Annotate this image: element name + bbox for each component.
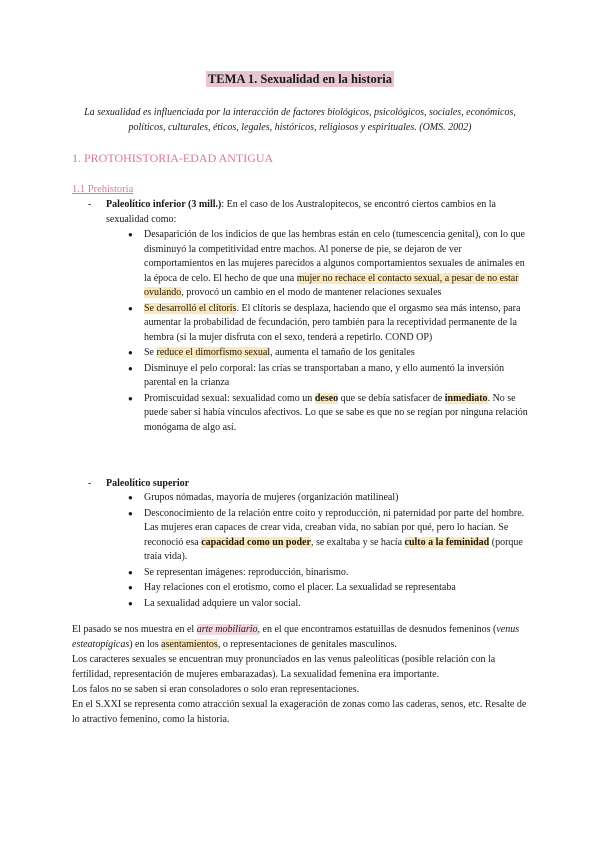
document-title: TEMA 1. Sexualidad en la historia: [207, 72, 393, 86]
paleolitico-inferior-label: Paleolítico inferior (3 mill.): [106, 199, 222, 210]
paleolitico-inferior-item: - Paleolítico inferior (3 mill.): En el caso de los Australopitecos, se encontró ciertos cambios en la sexualidad como:: [88, 199, 496, 225]
paragraph: Los falos no se saben si eran consoladores o solo eran representaciones.: [72, 684, 360, 695]
paleolitico-superior-item: [88, 477, 528, 492]
list-item: ● Desaparición de los indicios de que las hembras están en celo (tumescencia genital), con lo que disminuyó la competitividad entre machos. Al ponerse de pie, se dejaron de ver comportamientos en las mujeres parecidos a algunos comportamientos sexuales de animales en la época de celo. El hecho de que una mujer no rechace el contacto sexual, a pesar de no estar ovulando, provocó un cambio en el modo de mantener relaciones sexuales: [128, 228, 528, 301]
who-quote: La sexualidad es influenciada por la interacción de factores biológicos, psicológicos, sociales, económicos, políticos, culturales, éticos, legales, históricos, religiosos y espirituales. (OMS. 2002): [84, 107, 516, 133]
dash-marker: -: [88, 478, 92, 489]
section-heading: 1. PROTOHISTORIA-EDAD ANTIGUA: [72, 151, 274, 165]
superior-bullet-list: [128, 491, 528, 612]
subsection-heading: 1.1 Prehistoria: [72, 184, 134, 195]
paragraph: En el S.XXI se representa como atracción sexual la exageración de zonas como las caderas, senos, etc. Resalte de lo atractivo femenino, como la historia.: [72, 699, 527, 725]
list-item: ● Promiscuidad sexual: sexualidad como un deseo que se debía satisfacer de inmediato. No se puede saber si había vínculos afectivos. Lo que se sabe es que no se regían por ninguna relación monógama de algo así.: [128, 392, 528, 436]
paleolitico-superior-label: Paleolítico superior: [106, 478, 190, 489]
list-item: ● Se representan imágenes: reproducción, binarismo.: [128, 566, 528, 581]
list-item: ● Se reduce el dimorfismo sexual, aumenta el tamaño de los genitales: [128, 346, 528, 361]
list-item: ● La sexualidad adquiere un valor social.: [128, 597, 528, 612]
paragraph: El pasado se nos muestra en el arte mobiliario, en el que encontramos estatuillas de desnudos femeninos (venus esteatopígicas) en los asentamientos, o representaciones de genitales masculinos.: [72, 624, 520, 650]
closing-paragraphs: [72, 622, 532, 727]
list-item: ● Grupos nómadas, mayoría de mujeres (organización matilineal): [128, 491, 528, 506]
paragraph: Los caracteres sexuales se encuentran muy pronunciados en las venus paleolíticas (posible relación con la fertilidad, representación de mujeres embarazadas). La sexualidad femenina era importante.: [72, 654, 496, 680]
inferior-bullet-list: [128, 228, 528, 436]
dash-marker: -: [88, 199, 92, 210]
list-item: ● Hay relaciones con el erotismo, como el placer. La sexualidad se representaba: [128, 581, 528, 596]
list-item: ● Disminuye el pelo corporal: las crías se transportaban a mano, y ello aumentó la inversión parental en la crianza: [128, 362, 528, 391]
list-item: ● Desconocimiento de la relación entre coito y reproducción, ni paternidad por parte del hombre. Las mujeres eran capaces de crear vida, creaban vida, no sabían por qué, pero lo hacían. Se reconoció esa capacidad como un poder, se exaltaba y se hacía culto a la feminidad (porque traía vida).: [128, 507, 528, 565]
list-item: ● Se desarrolló el clítoris. El clítoris se desplaza, haciendo que el orgasmo sea más intenso, para aumentar la probabilidad de fecundación, pero también para la receptividad permanente de la hembra (si la mujer disfruta con el sexo, tenderá a repetirlo. COND OP): [128, 302, 528, 346]
